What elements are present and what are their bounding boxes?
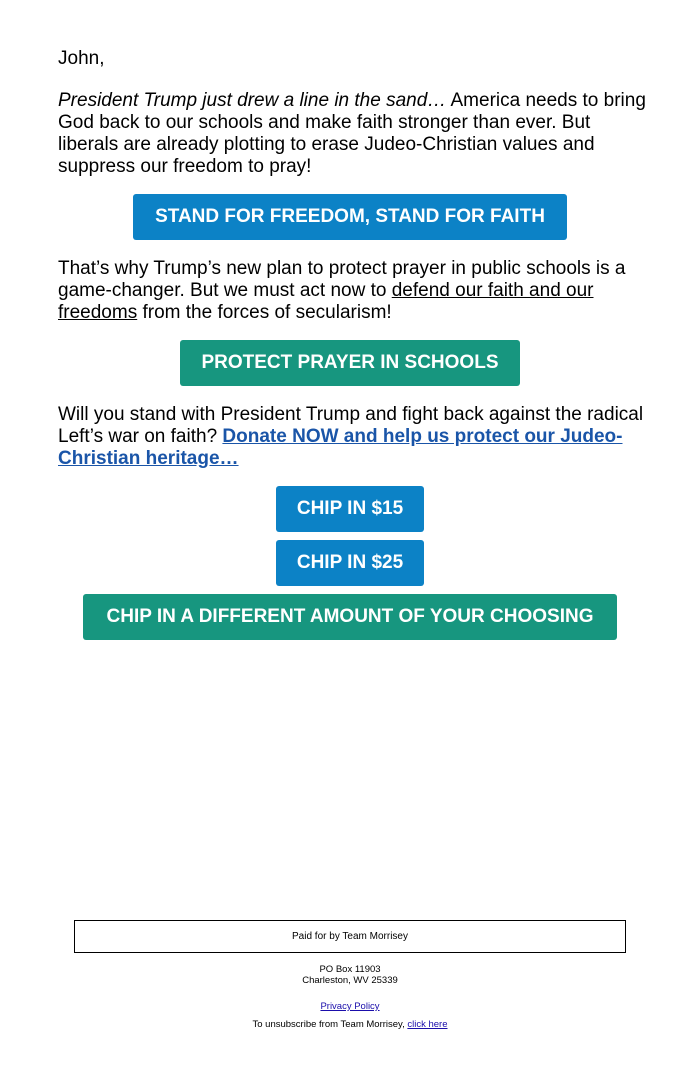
privacy-row: [0, 1001, 700, 1012]
stand-for-freedom-button[interactable]: STAND FOR FREEDOM, STAND FOR FAITH: [133, 194, 567, 240]
mailing-address: [0, 964, 700, 986]
chip-in-25-button[interactable]: CHIP IN $25: [276, 540, 424, 586]
plan-text: That’s why Trump’s new plan to protect prayer in public schools is a game-changer. But we must act now to: [58, 258, 626, 301]
donate-now-link[interactable]: Donate NOW and help us protect our Judeo-Christian heritage…: [58, 426, 623, 469]
address-line-1: PO Box 11903: [319, 964, 381, 975]
chip-in-other-amount-button[interactable]: CHIP IN A DIFFERENT AMOUNT OF YOUR CHOOSING: [83, 594, 617, 640]
chip-row-15: [58, 486, 642, 532]
donate-text: Will you stand with President Trump and fight back against the radical Left’s war on faith?: [58, 404, 644, 447]
intro-italic-text: President Trump just drew a line in the sand…: [58, 90, 447, 111]
intro-text: America needs to bring God back to our schools and make faith stronger than ever. But liberals are already plotting to erase Judeo-Christian values and suppress our freedom to pray!: [58, 90, 646, 177]
chip-row-25: [58, 540, 642, 586]
chip-in-15-button[interactable]: CHIP IN $15: [276, 486, 424, 532]
paid-for-disclaimer: Paid for by Team Morrisey: [74, 920, 626, 953]
unsubscribe-link[interactable]: click here: [407, 1019, 448, 1030]
unsubscribe-text: To unsubscribe from Team Morrisey,: [252, 1019, 408, 1030]
address-line-2: Charleston, WV 25339: [302, 975, 398, 986]
donate-paragraph: [58, 404, 648, 470]
privacy-policy-link[interactable]: Privacy Policy: [320, 1001, 380, 1012]
email-body: [58, 48, 648, 648]
protect-prayer-button[interactable]: PROTECT PRAYER IN SCHOOLS: [180, 340, 520, 386]
unsubscribe-row: [0, 1019, 700, 1030]
plan-paragraph: [58, 258, 648, 324]
intro-paragraph: [58, 90, 648, 178]
greeting: John,: [58, 48, 105, 69]
chip-row-other: [58, 594, 642, 640]
cta-row-2: [58, 340, 642, 386]
plan-text-end: from the forces of secularism!: [137, 302, 392, 323]
defend-faith-link[interactable]: defend our faith and our freedoms: [58, 280, 594, 323]
cta-row-1: [58, 194, 642, 240]
